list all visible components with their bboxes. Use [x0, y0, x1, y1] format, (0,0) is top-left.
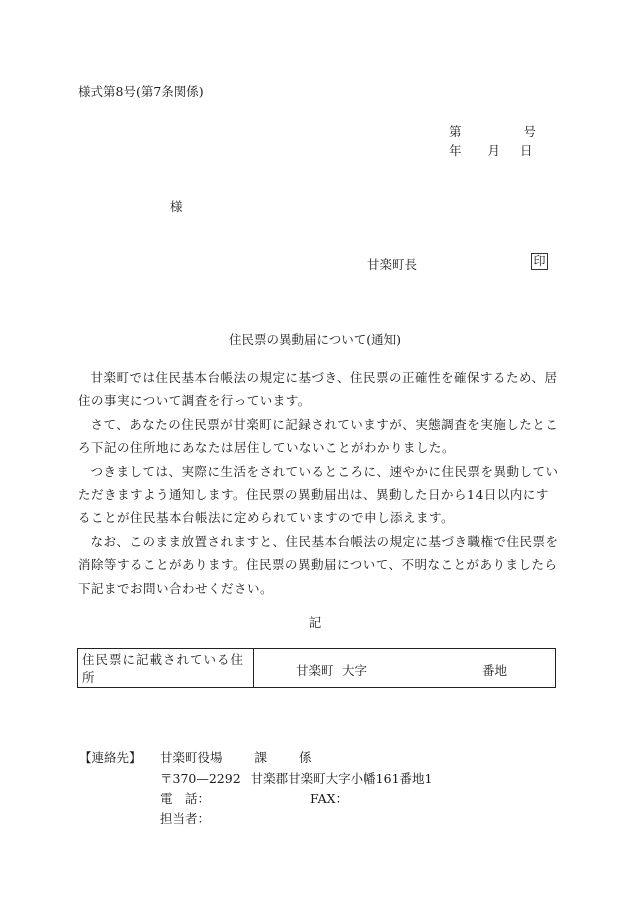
- address-banchi: 番地: [482, 663, 508, 678]
- address-oaza: 大字: [342, 663, 368, 678]
- notice-body: [78, 366, 560, 600]
- date-day: 日: [520, 143, 533, 158]
- address-label: 住民票に記載されている住所: [78, 649, 254, 687]
- contact-person-label: 担当者：: [160, 811, 211, 826]
- sender-mayor: 甘楽町長: [367, 257, 418, 272]
- document-number-line: [449, 122, 536, 140]
- ki-heading: 記: [308, 615, 322, 630]
- contact-office: 甘楽町役場: [160, 750, 223, 765]
- seal-mark: 印: [531, 253, 548, 270]
- contact-phone-label: 電 話：: [160, 791, 211, 806]
- body-paragraph-1: 甘楽町では住民基本台帳法の規定に基づき、住民票の正確性を確保するため、居住の事実について調査を行っています。: [78, 370, 558, 409]
- contact-office-row: [160, 748, 312, 766]
- number-suffix: 号: [523, 124, 537, 139]
- address-table: [77, 648, 556, 688]
- body-paragraph-2: さて、あなたの住民票が甘楽町に記録されていますが、実態調査を実施したところ下記の住所地にあなたは居住していないことがわかりました。: [78, 416, 559, 456]
- body-paragraph-3: つきましては、実際に生活をされているところに、速やかに住民票を異動していただきますよう通知します。住民票の異動届出は、異動した日から14日以内にすることが住民基本台帳法に定められていますので申し添えます。: [78, 463, 559, 526]
- address-value: [254, 649, 555, 687]
- date-line: [449, 141, 533, 159]
- contact-address: 甘楽郡甘楽町大字小幡161番地1: [250, 771, 433, 786]
- contact-ka: 課: [254, 750, 268, 765]
- document-title: 住民票の異動届について(通知): [228, 332, 401, 347]
- contact-postal: 〒370—2292: [160, 771, 241, 786]
- body-paragraph-4: なお、このまま放置されますと、住民基本台帳法の規定に基づき職権で住民票を消除等することがあります。住民票の異動届について、不明なことがありましたら下記までお問い合わせください。: [78, 533, 559, 596]
- date-year: 年: [449, 143, 462, 158]
- contact-fax-label: FAX：: [310, 791, 349, 806]
- contact-kakari: 係: [299, 750, 312, 765]
- number-prefix: 第: [449, 124, 462, 139]
- contact-phone-row: [160, 789, 348, 807]
- address-town: 甘楽町: [296, 663, 334, 678]
- addressee-sama: 様: [170, 199, 183, 214]
- date-month: 月: [487, 143, 501, 158]
- form-number: 様式第8号(第7条関係): [78, 84, 204, 99]
- contact-address-row: [160, 769, 432, 787]
- contact-heading: 【連絡先】: [79, 750, 142, 765]
